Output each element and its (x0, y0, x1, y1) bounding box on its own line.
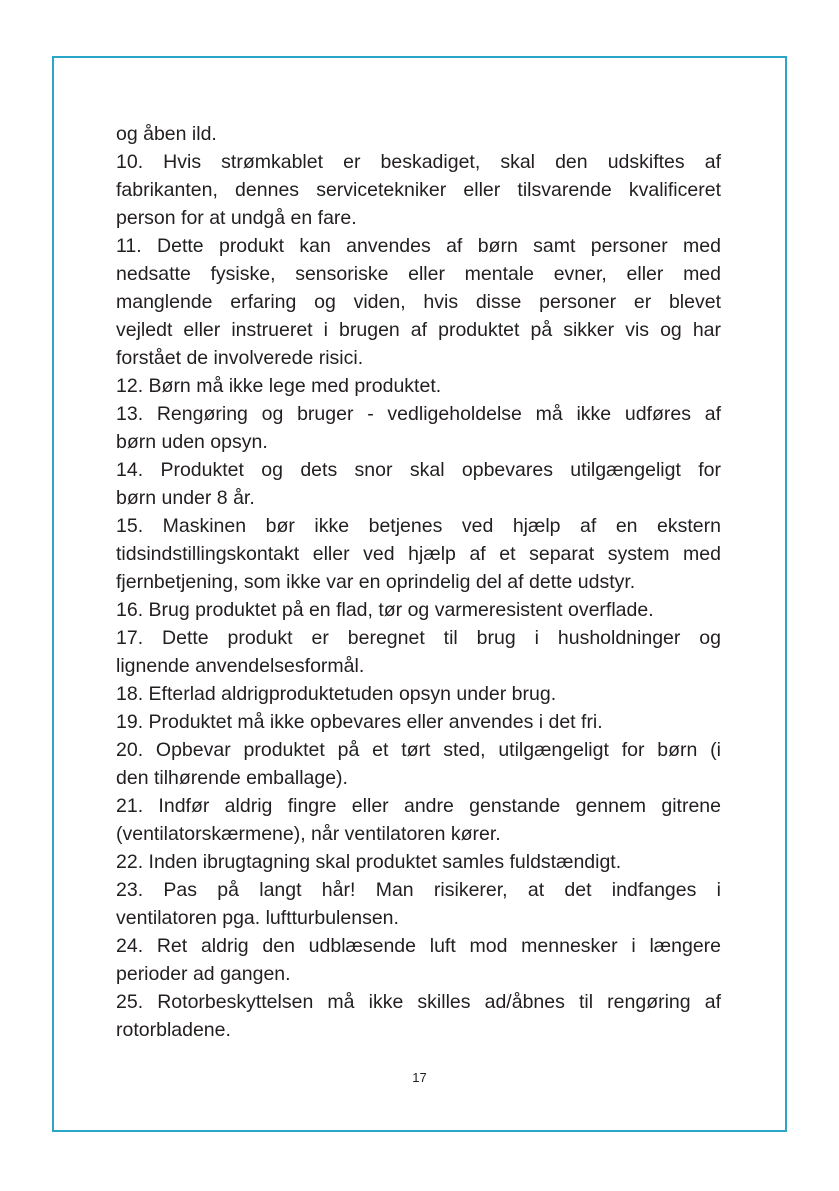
text-line: børn under 8 år. (116, 487, 255, 509)
text-line: børn uden opsyn. (116, 431, 268, 453)
text-line: tidsindstillingskontakt eller ved hjælp af et separat system med (116, 543, 721, 565)
text-line: den tilhørende emballage). (116, 767, 348, 789)
text-line: 16. Brug produktet på en flad, tør og varmeresistent overflade. (116, 599, 654, 621)
text-line: 25. Rotorbeskyttelsen må ikke skilles ad/åbnes til rengøring af (116, 991, 721, 1013)
text-line: 21. Indfør aldrig fingre eller andre genstande gennem gitrene (116, 795, 721, 817)
text-line: 17. Dette produkt er beregnet til brug i husholdninger og (116, 627, 721, 649)
text-line: 24. Ret aldrig den udblæsende luft mod mennesker i længere (116, 935, 721, 957)
text-line: perioder ad gangen. (116, 963, 291, 985)
text-line: person for at undgå en fare. (116, 207, 357, 229)
text-line: 12. Børn må ikke lege med produktet. (116, 375, 442, 397)
text-line: 13. Rengøring og bruger - vedligeholdelse må ikke udføres af (116, 403, 721, 425)
text-line: (ventilatorskærmene), når ventilatoren kører. (116, 823, 501, 845)
text-line: 23. Pas på langt hår! Man risikerer, at det indfanges i (116, 879, 721, 901)
text-line: ventilatoren pga. luftturbulensen. (116, 907, 399, 929)
text-line: 20. Opbevar produktet på et tørt sted, utilgængeligt for børn (i (116, 739, 721, 761)
text-line: 10. Hvis strømkablet er beskadiget, skal den udskiftes af (116, 151, 721, 173)
text-line: 11. Dette produkt kan anvendes af børn samt personer med (116, 235, 721, 257)
text-line: manglende erfaring og viden, hvis disse personer er blevet (116, 291, 721, 313)
text-line: fabrikanten, dennes servicetekniker eller tilsvarende kvalificeret (116, 179, 721, 201)
text-line: 18. Efterlad aldrigproduktetuden opsyn under brug. (116, 683, 557, 705)
text-line: 19. Produktet må ikke opbevares eller anvendes i det fri. (116, 711, 603, 733)
text-line: 15. Maskinen bør ikke betjenes ved hjælp af en ekstern (116, 515, 721, 537)
text-line: vejledt eller instrueret i brugen af produktet på sikker vis og har (116, 319, 721, 341)
text-line: 14. Produktet og dets snor skal opbevares utilgængeligt for (116, 459, 721, 481)
text-line: lignende anvendelsesformål. (116, 655, 365, 677)
text-line: nedsatte fysiske, sensoriske eller mentale evner, eller med (116, 263, 721, 285)
safety-instructions-text (116, 120, 721, 1044)
text-line: og åben ild. (116, 123, 217, 145)
text-line: fjernbetjening, som ikke var en oprindelig del af dette udstyr. (116, 571, 636, 593)
text-line: rotorbladene. (116, 1019, 231, 1041)
text-line: forstået de involverede risici. (116, 347, 364, 369)
page-number: 17 (412, 1070, 427, 1085)
text-line: 22. Inden ibrugtagning skal produktet samles fuldstændigt. (116, 851, 622, 873)
